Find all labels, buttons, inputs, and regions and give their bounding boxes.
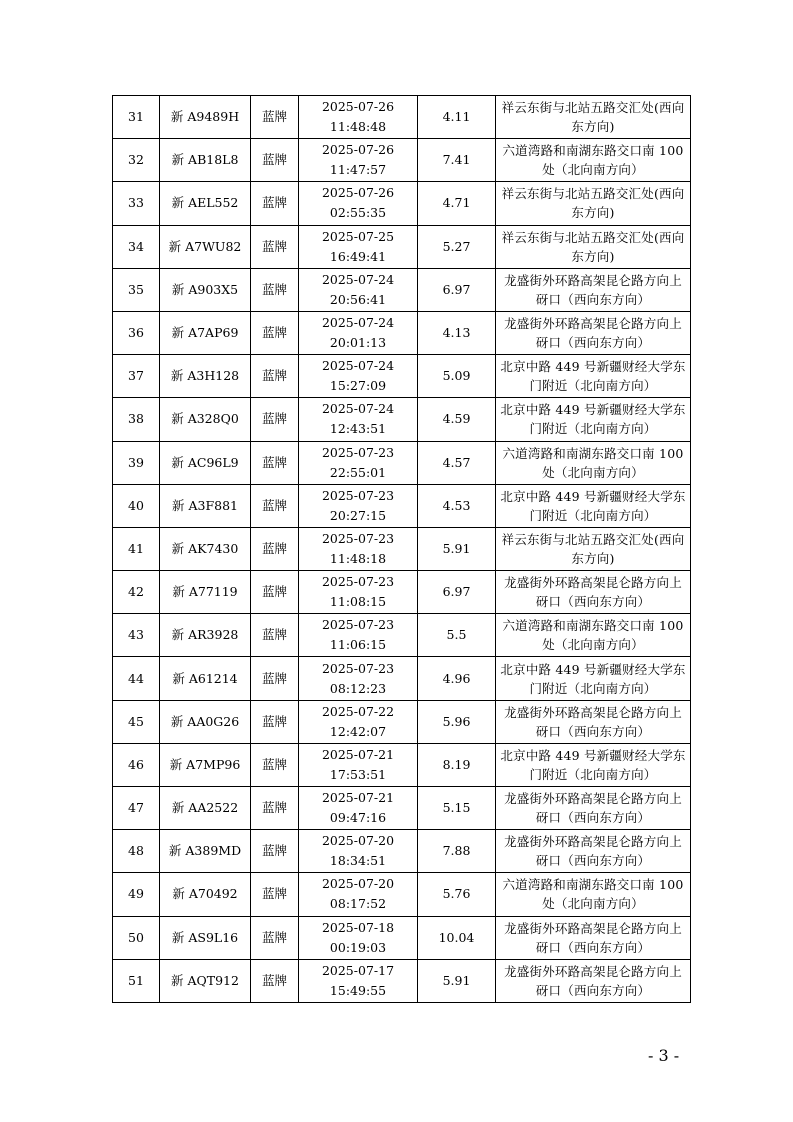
row-number-cell: 44 bbox=[113, 657, 160, 700]
plate-number-cell: 新 AEL552 bbox=[160, 182, 251, 225]
row-number-cell: 48 bbox=[113, 830, 160, 873]
row-number-cell: 40 bbox=[113, 484, 160, 527]
location-cell: 祥云东街与北站五路交汇处(西向东方向) bbox=[496, 96, 691, 139]
row-number-cell: 50 bbox=[113, 916, 160, 959]
value-cell: 4.59 bbox=[418, 398, 496, 441]
row-number-cell: 33 bbox=[113, 182, 160, 225]
value-cell: 4.53 bbox=[418, 484, 496, 527]
location-cell: 龙盛街外环路高架昆仑路方向上砑口（西向东方向） bbox=[496, 700, 691, 743]
location-cell: 龙盛街外环路高架昆仑路方向上砑口（西向东方向） bbox=[496, 311, 691, 354]
plate-type-cell: 蓝牌 bbox=[251, 182, 299, 225]
value-cell: 6.97 bbox=[418, 571, 496, 614]
timestamp-cell: 2025-07-17 15:49:55 bbox=[299, 959, 418, 1002]
value-cell: 5.91 bbox=[418, 527, 496, 570]
table-row bbox=[113, 743, 691, 786]
plate-type-cell: 蓝牌 bbox=[251, 225, 299, 268]
timestamp-cell: 2025-07-23 11:48:18 bbox=[299, 527, 418, 570]
plate-number-cell: 新 A70492 bbox=[160, 873, 251, 916]
timestamp-cell: 2025-07-23 20:27:15 bbox=[299, 484, 418, 527]
table-row bbox=[113, 873, 691, 916]
plate-type-cell: 蓝牌 bbox=[251, 743, 299, 786]
location-cell: 龙盛街外环路高架昆仑路方向上砑口（西向东方向） bbox=[496, 830, 691, 873]
location-cell: 北京中路 449 号新疆财经大学东门附近（北向南方向） bbox=[496, 484, 691, 527]
plate-number-cell: 新 AA0G26 bbox=[160, 700, 251, 743]
value-cell: 5.09 bbox=[418, 355, 496, 398]
plate-number-cell: 新 A903X5 bbox=[160, 268, 251, 311]
plate-number-cell: 新 AC96L9 bbox=[160, 441, 251, 484]
table-row bbox=[113, 484, 691, 527]
row-number-cell: 37 bbox=[113, 355, 160, 398]
plate-number-cell: 新 A389MD bbox=[160, 830, 251, 873]
row-number-cell: 32 bbox=[113, 139, 160, 182]
value-cell: 6.97 bbox=[418, 268, 496, 311]
timestamp-cell: 2025-07-24 20:56:41 bbox=[299, 268, 418, 311]
table-row bbox=[113, 787, 691, 830]
value-cell: 7.41 bbox=[418, 139, 496, 182]
table-row bbox=[113, 182, 691, 225]
plate-number-cell: 新 A328Q0 bbox=[160, 398, 251, 441]
value-cell: 5.5 bbox=[418, 614, 496, 657]
timestamp-cell: 2025-07-24 20:01:13 bbox=[299, 311, 418, 354]
plate-type-cell: 蓝牌 bbox=[251, 441, 299, 484]
plate-number-cell: 新 A3H128 bbox=[160, 355, 251, 398]
row-number-cell: 42 bbox=[113, 571, 160, 614]
timestamp-cell: 2025-07-21 09:47:16 bbox=[299, 787, 418, 830]
location-cell: 北京中路 449 号新疆财经大学东门附近（北向南方向） bbox=[496, 743, 691, 786]
timestamp-cell: 2025-07-23 11:08:15 bbox=[299, 571, 418, 614]
plate-number-cell: 新 AQT912 bbox=[160, 959, 251, 1002]
value-cell: 4.96 bbox=[418, 657, 496, 700]
row-number-cell: 49 bbox=[113, 873, 160, 916]
timestamp-cell: 2025-07-26 11:48:48 bbox=[299, 96, 418, 139]
value-cell: 5.27 bbox=[418, 225, 496, 268]
timestamp-cell: 2025-07-20 18:34:51 bbox=[299, 830, 418, 873]
records-table-body bbox=[113, 96, 691, 1003]
table-row bbox=[113, 441, 691, 484]
value-cell: 5.91 bbox=[418, 959, 496, 1002]
table-row bbox=[113, 916, 691, 959]
plate-type-cell: 蓝牌 bbox=[251, 700, 299, 743]
timestamp-cell: 2025-07-24 12:43:51 bbox=[299, 398, 418, 441]
timestamp-cell: 2025-07-23 22:55:01 bbox=[299, 441, 418, 484]
plate-number-cell: 新 AK7430 bbox=[160, 527, 251, 570]
value-cell: 10.04 bbox=[418, 916, 496, 959]
plate-type-cell: 蓝牌 bbox=[251, 527, 299, 570]
plate-type-cell: 蓝牌 bbox=[251, 614, 299, 657]
table-row bbox=[113, 355, 691, 398]
value-cell: 4.11 bbox=[418, 96, 496, 139]
timestamp-cell: 2025-07-21 17:53:51 bbox=[299, 743, 418, 786]
value-cell: 5.96 bbox=[418, 700, 496, 743]
plate-number-cell: 新 A9489H bbox=[160, 96, 251, 139]
timestamp-cell: 2025-07-24 15:27:09 bbox=[299, 355, 418, 398]
plate-type-cell: 蓝牌 bbox=[251, 355, 299, 398]
location-cell: 北京中路 449 号新疆财经大学东门附近（北向南方向） bbox=[496, 355, 691, 398]
row-number-cell: 38 bbox=[113, 398, 160, 441]
plate-type-cell: 蓝牌 bbox=[251, 139, 299, 182]
location-cell: 六道湾路和南湖东路交口南 100 处（北向南方向） bbox=[496, 614, 691, 657]
row-number-cell: 36 bbox=[113, 311, 160, 354]
table-row bbox=[113, 139, 691, 182]
plate-type-cell: 蓝牌 bbox=[251, 916, 299, 959]
row-number-cell: 43 bbox=[113, 614, 160, 657]
plate-type-cell: 蓝牌 bbox=[251, 571, 299, 614]
row-number-cell: 51 bbox=[113, 959, 160, 1002]
table-row bbox=[113, 527, 691, 570]
plate-type-cell: 蓝牌 bbox=[251, 484, 299, 527]
plate-number-cell: 新 A61214 bbox=[160, 657, 251, 700]
location-cell: 龙盛街外环路高架昆仑路方向上砑口（西向东方向） bbox=[496, 959, 691, 1002]
table-row bbox=[113, 268, 691, 311]
timestamp-cell: 2025-07-20 08:17:52 bbox=[299, 873, 418, 916]
row-number-cell: 47 bbox=[113, 787, 160, 830]
plate-number-cell: 新 A7AP69 bbox=[160, 311, 251, 354]
location-cell: 北京中路 449 号新疆财经大学东门附近（北向南方向） bbox=[496, 657, 691, 700]
timestamp-cell: 2025-07-23 11:06:15 bbox=[299, 614, 418, 657]
value-cell: 7.88 bbox=[418, 830, 496, 873]
row-number-cell: 41 bbox=[113, 527, 160, 570]
value-cell: 4.57 bbox=[418, 441, 496, 484]
plate-type-cell: 蓝牌 bbox=[251, 657, 299, 700]
location-cell: 龙盛街外环路高架昆仑路方向上砑口（西向东方向） bbox=[496, 787, 691, 830]
timestamp-cell: 2025-07-18 00:19:03 bbox=[299, 916, 418, 959]
row-number-cell: 31 bbox=[113, 96, 160, 139]
location-cell: 北京中路 449 号新疆财经大学东门附近（北向南方向） bbox=[496, 398, 691, 441]
row-number-cell: 46 bbox=[113, 743, 160, 786]
plate-type-cell: 蓝牌 bbox=[251, 96, 299, 139]
plate-type-cell: 蓝牌 bbox=[251, 268, 299, 311]
plate-type-cell: 蓝牌 bbox=[251, 311, 299, 354]
location-cell: 龙盛街外环路高架昆仑路方向上砑口（西向东方向） bbox=[496, 916, 691, 959]
row-number-cell: 35 bbox=[113, 268, 160, 311]
location-cell: 六道湾路和南湖东路交口南 100 处（北向南方向） bbox=[496, 441, 691, 484]
row-number-cell: 34 bbox=[113, 225, 160, 268]
plate-number-cell: 新 A7WU82 bbox=[160, 225, 251, 268]
timestamp-cell: 2025-07-26 11:47:57 bbox=[299, 139, 418, 182]
plate-type-cell: 蓝牌 bbox=[251, 398, 299, 441]
timestamp-cell: 2025-07-22 12:42:07 bbox=[299, 700, 418, 743]
timestamp-cell: 2025-07-26 02:55:35 bbox=[299, 182, 418, 225]
value-cell: 5.15 bbox=[418, 787, 496, 830]
location-cell: 龙盛街外环路高架昆仑路方向上砑口（西向东方向） bbox=[496, 571, 691, 614]
location-cell: 祥云东街与北站五路交汇处(西向东方向) bbox=[496, 527, 691, 570]
table-row bbox=[113, 311, 691, 354]
plate-number-cell: 新 AA2522 bbox=[160, 787, 251, 830]
plate-number-cell: 新 A77119 bbox=[160, 571, 251, 614]
value-cell: 5.76 bbox=[418, 873, 496, 916]
page-number: - 3 - bbox=[648, 1046, 680, 1065]
location-cell: 龙盛街外环路高架昆仑路方向上砑口（西向东方向） bbox=[496, 268, 691, 311]
location-cell: 祥云东街与北站五路交汇处(西向东方向) bbox=[496, 225, 691, 268]
location-cell: 六道湾路和南湖东路交口南 100 处（北向南方向） bbox=[496, 873, 691, 916]
table-row bbox=[113, 398, 691, 441]
value-cell: 8.19 bbox=[418, 743, 496, 786]
table-row bbox=[113, 571, 691, 614]
plate-number-cell: 新 A7MP96 bbox=[160, 743, 251, 786]
plate-type-cell: 蓝牌 bbox=[251, 787, 299, 830]
row-number-cell: 39 bbox=[113, 441, 160, 484]
plate-type-cell: 蓝牌 bbox=[251, 830, 299, 873]
location-cell: 祥云东街与北站五路交汇处(西向东方向) bbox=[496, 182, 691, 225]
plate-number-cell: 新 AS9L16 bbox=[160, 916, 251, 959]
table-row bbox=[113, 614, 691, 657]
value-cell: 4.13 bbox=[418, 311, 496, 354]
value-cell: 4.71 bbox=[418, 182, 496, 225]
plate-number-cell: 新 A3F881 bbox=[160, 484, 251, 527]
table-row bbox=[113, 830, 691, 873]
plate-number-cell: 新 AB18L8 bbox=[160, 139, 251, 182]
plate-type-cell: 蓝牌 bbox=[251, 959, 299, 1002]
records-table bbox=[112, 95, 691, 1003]
timestamp-cell: 2025-07-25 16:49:41 bbox=[299, 225, 418, 268]
timestamp-cell: 2025-07-23 08:12:23 bbox=[299, 657, 418, 700]
row-number-cell: 45 bbox=[113, 700, 160, 743]
table-row bbox=[113, 225, 691, 268]
table-row bbox=[113, 700, 691, 743]
table-row bbox=[113, 959, 691, 1002]
table-row bbox=[113, 96, 691, 139]
table-row bbox=[113, 657, 691, 700]
location-cell: 六道湾路和南湖东路交口南 100 处（北向南方向） bbox=[496, 139, 691, 182]
plate-number-cell: 新 AR3928 bbox=[160, 614, 251, 657]
plate-type-cell: 蓝牌 bbox=[251, 873, 299, 916]
